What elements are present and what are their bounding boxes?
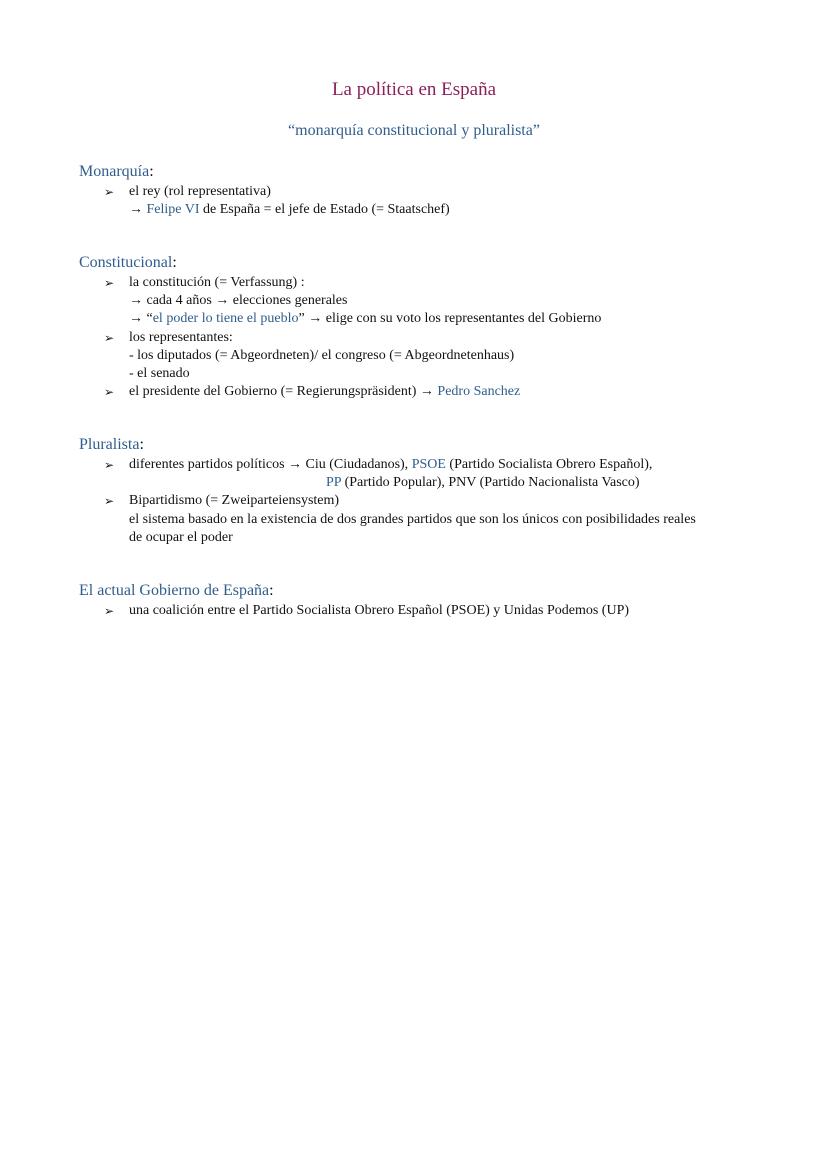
bullet-item: ➢ el presidente del Gobierno (= Regierungspräsident) → Pedro Sanchez (79, 383, 779, 401)
highlight-name: Pedro Sanchez (437, 384, 521, 400)
page-subtitle: “monarquía constitucional y pluralista” (288, 122, 540, 139)
bullet-item: ➢ diferentes partidos políticos → Ciu (Ciudadanos), PSOE (Partido Socialista Obrero Español), PP (Partido Popular), PNV (Partido Nacionalista Vasco) (104, 457, 653, 491)
highlight-party: PP (326, 475, 342, 491)
highlight-quote: el poder lo tiene el pueblo (152, 311, 299, 327)
arrowhead-bullet-icon: ➢ (104, 385, 115, 400)
bullet-item: ➢ una coalición entre el Partido Socialista Obrero Español (PSOE) y Unidas Podemos (UP) (79, 602, 779, 620)
section-heading: Monarquía: (79, 163, 154, 180)
bullet-item: ➢ la constitución (= Verfassung) : → cada 4 años → elecciones generales → “el poder lo tiene el pueblo” → elige con su voto los representantes del Gobierno (104, 275, 602, 327)
arrowhead-bullet-icon: ➢ (104, 185, 115, 199)
bullet-item: ➢ Bipartidismo (= Zweiparteiensystem) el sistema basado en la existencia de dos grandes partidos que son los únicos con posibilidades reales de ocupar el poder (104, 493, 696, 545)
arrowhead-bullet-icon: ➢ (104, 330, 115, 345)
section-monarquia (79, 162, 779, 219)
section-constitucional (79, 253, 779, 401)
highlight-name: Felipe VI (146, 202, 200, 218)
arrowhead-bullet-icon: ➢ (104, 494, 115, 509)
arrowhead-bullet-icon: ➢ (104, 604, 115, 618)
arrowhead-bullet-icon: ➢ (104, 276, 115, 290)
section-heading: Constitucional: (79, 254, 177, 271)
section-heading: Pluralista: (79, 436, 144, 453)
bullet-item: ➢ el rey (rol representativa) → Felipe VI de España = el jefe de Estado (= Staatschef) (104, 184, 450, 218)
page-title: La política en España (331, 79, 497, 100)
section-heading: El actual Gobierno de España: (79, 582, 274, 599)
bullet-item: ➢ los representantes: - los diputados (= Abgeordneten)/ el congreso (= Abgeordnetenhaus) - el senado (104, 329, 515, 382)
section-pluralista (79, 435, 779, 547)
section-gobierno (79, 581, 779, 620)
highlight-party: PSOE (411, 457, 446, 472)
arrowhead-bullet-icon: ➢ (104, 458, 115, 472)
